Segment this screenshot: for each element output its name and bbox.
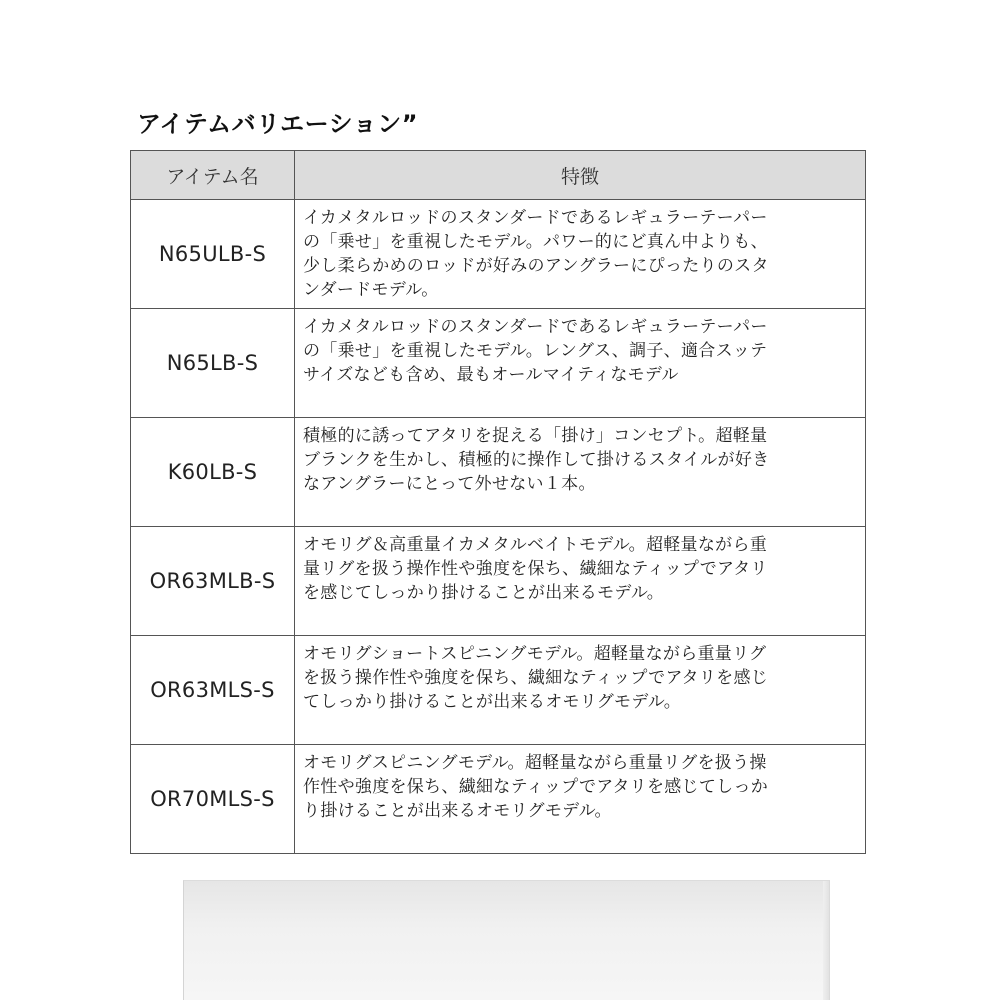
feature-cell — [295, 745, 866, 854]
feature-line: 積極的に誘ってアタリを捉える「掛け」コンセプト。超軽量 — [303, 426, 768, 446]
feature-line: 量リグを扱う操作性や強度を保ち、繊細なティップでアタリ — [303, 559, 768, 579]
header-item-name: アイテム名 — [131, 151, 295, 200]
feature-line: オモリグ＆高重量イカメタルベイトモデル。超軽量ながら重 — [303, 535, 768, 555]
feature-line: なアングラーにとって外せない１本。 — [303, 474, 596, 494]
feature-line: り掛けることが出来るオモリグモデル。 — [303, 801, 612, 821]
feature-line: てしっかり掛けることが出来るオモリグモデル。 — [303, 692, 682, 712]
feature-line: の「乗せ」を重視したモデル。レングス、調子、適合スッテ — [303, 341, 768, 361]
item-variation-table — [130, 150, 866, 854]
item-name-cell: K60LB-S — [131, 418, 295, 527]
feature-line: オモリグショートスピニングモデル。超軽量ながら重量リグ — [303, 644, 767, 664]
feature-cell — [295, 418, 866, 527]
table-row — [131, 636, 866, 745]
item-name-cell: N65ULB-S — [131, 200, 295, 309]
feature-line: ブランクを生かし、積極的に操作して掛けるスタイルが好き — [303, 450, 770, 470]
feature-line: サイズなども含め、最もオールマイティなモデル — [303, 365, 679, 385]
table-row — [131, 745, 866, 854]
feature-line: イカメタルロッドのスタンダードであるレギュラーテーパー — [303, 208, 768, 228]
item-name-cell: N65LB-S — [131, 309, 295, 418]
feature-cell — [295, 309, 866, 418]
item-name-cell: OR70MLS-S — [131, 745, 295, 854]
feature-line: 少し柔らかめのロッドが好みのアングラーにぴったりのスタ — [303, 256, 769, 276]
table-body — [131, 200, 866, 854]
product-image — [183, 880, 830, 1000]
feature-line: を扱う操作性や強度を保ち、繊細なティップでアタリを感じ — [303, 668, 769, 688]
section-title: アイテムバリエーション” — [137, 110, 418, 138]
table-row — [131, 418, 866, 527]
table-header-row — [131, 151, 866, 200]
feature-cell — [295, 527, 866, 636]
table-row — [131, 309, 866, 418]
header-feature: 特徴 — [295, 151, 866, 200]
feature-line: の「乗せ」を重視したモデル。パワー的にど真ん中よりも、 — [303, 232, 768, 252]
feature-line: ンダードモデル。 — [303, 280, 439, 300]
table-row — [131, 527, 866, 636]
feature-line: を感じてしっかり掛けることが出来るモデル。 — [303, 583, 665, 603]
table-row — [131, 200, 866, 309]
item-name-cell: OR63MLS-S — [131, 636, 295, 745]
feature-cell — [295, 200, 866, 309]
feature-line: オモリグスピニングモデル。超軽量ながら重量リグを扱う操 — [303, 753, 767, 773]
item-name-cell: OR63MLB-S — [131, 527, 295, 636]
feature-cell — [295, 636, 866, 745]
feature-line: イカメタルロッドのスタンダードであるレギュラーテーパー — [303, 317, 768, 337]
feature-line: 作性や強度を保ち、繊細なティップでアタリを感じてしっか — [303, 777, 769, 797]
